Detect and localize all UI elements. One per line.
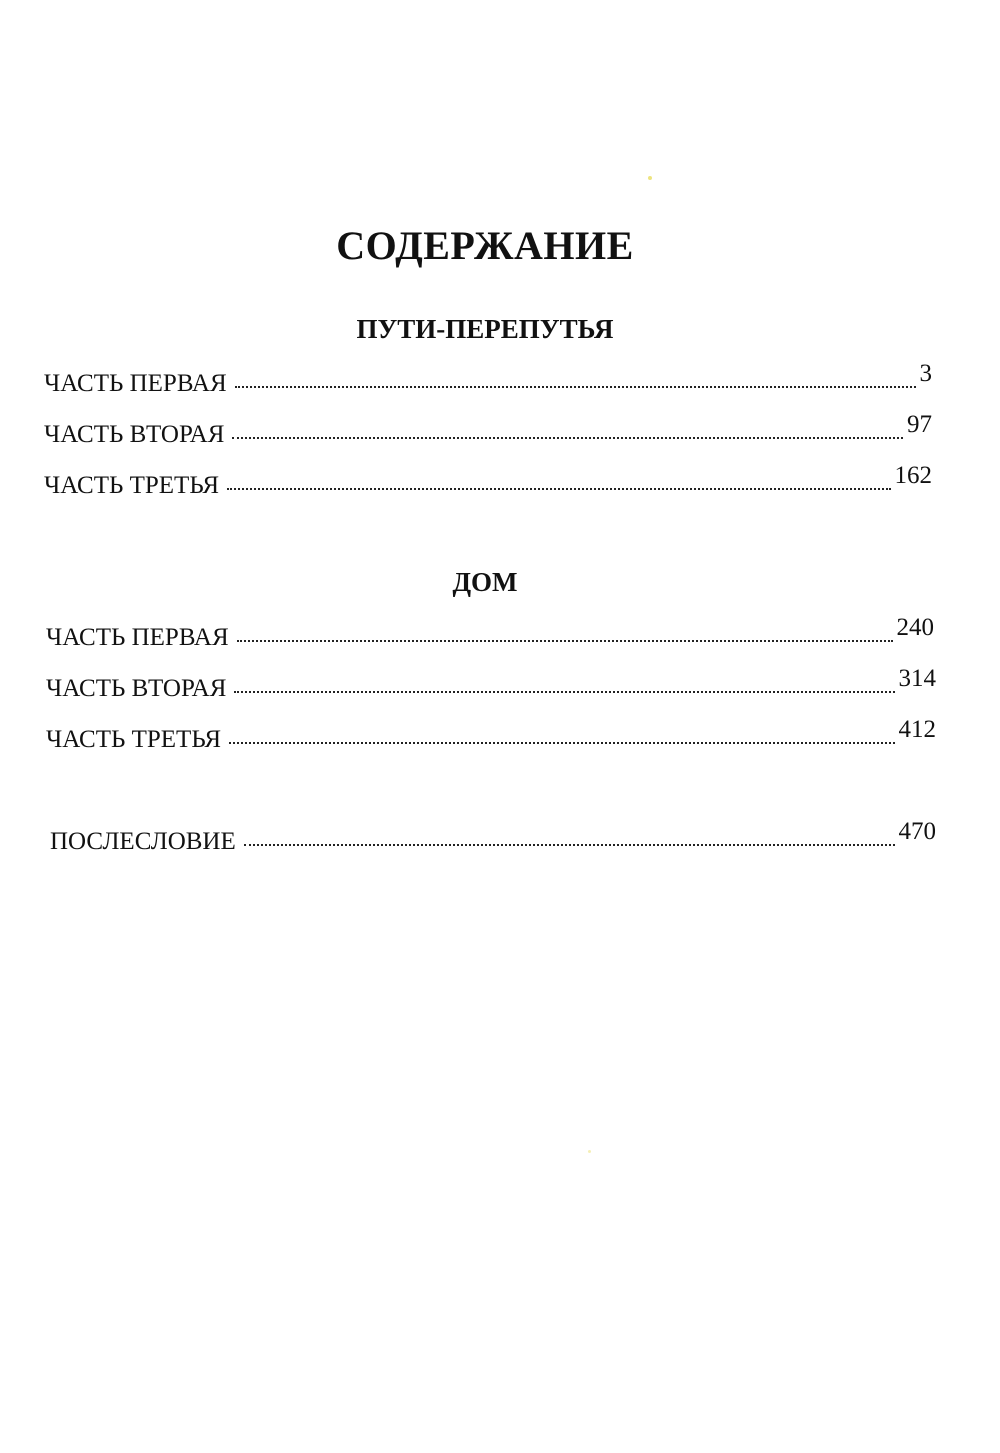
toc-entry-afterword bbox=[50, 818, 936, 858]
dot-leader bbox=[227, 488, 890, 490]
toc-page-number: 162 bbox=[894, 462, 932, 489]
toc-entry-label: ЧАСТЬ ТРЕТЬЯ bbox=[44, 472, 220, 499]
toc-entry-label: ЧАСТЬ ПЕРВАЯ bbox=[44, 370, 227, 397]
dot-leader bbox=[235, 386, 916, 388]
dot-leader bbox=[229, 742, 894, 744]
toc-entry-label: ЧАСТЬ ПЕРВАЯ bbox=[46, 624, 229, 651]
toc-entry bbox=[46, 614, 934, 654]
toc-entry-label: ПОСЛЕСЛОВИЕ bbox=[50, 828, 236, 855]
toc-entry-label: ЧАСТЬ ТРЕТЬЯ bbox=[46, 726, 222, 753]
dot-leader bbox=[237, 640, 893, 642]
section-title-dom: ДОМ bbox=[452, 567, 518, 597]
toc-entry-label: ЧАСТЬ ВТОРАЯ bbox=[46, 675, 227, 702]
paper-speck bbox=[648, 176, 652, 180]
toc-page-number: 314 bbox=[898, 665, 936, 692]
toc-entry bbox=[44, 360, 932, 400]
toc-entry bbox=[46, 716, 936, 756]
page-title: СОДЕРЖАНИЕ bbox=[336, 223, 634, 268]
dot-leader bbox=[244, 844, 895, 846]
toc-entry bbox=[44, 411, 932, 451]
toc-entry bbox=[46, 665, 936, 705]
toc-page-number: 97 bbox=[907, 411, 932, 438]
section-title-puti-pereputya: ПУТИ-ПЕРЕПУТЬЯ bbox=[356, 314, 614, 344]
toc-entry-label: ЧАСТЬ ВТОРАЯ bbox=[44, 421, 225, 448]
toc-page-number: 412 bbox=[898, 716, 936, 743]
toc-page-number: 240 bbox=[896, 614, 934, 641]
paper-speck bbox=[588, 1150, 591, 1153]
dot-leader bbox=[232, 437, 903, 439]
toc-page-number: 3 bbox=[919, 360, 932, 387]
toc-page-number: 470 bbox=[898, 818, 936, 845]
dot-leader bbox=[234, 691, 894, 693]
toc-entry bbox=[44, 462, 932, 502]
